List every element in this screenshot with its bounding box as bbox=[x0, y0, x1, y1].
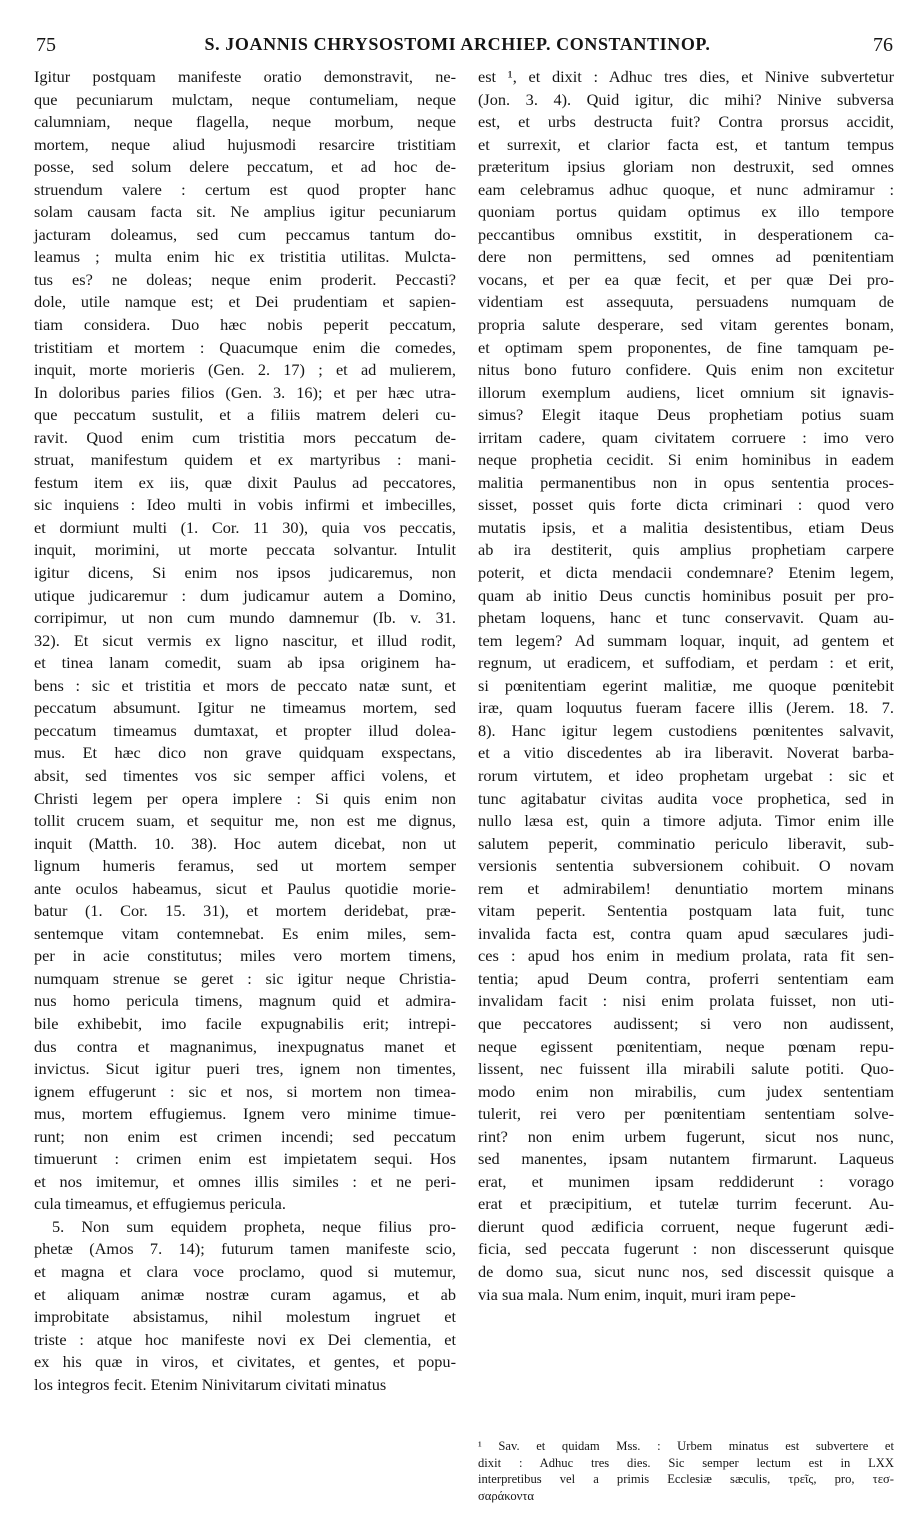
left-column-line: peccatum absumunt. Igitur ne timeamus mortem, sed bbox=[34, 698, 456, 718]
right-column-line: videntiam est assequuta, persuadens numquam de bbox=[478, 292, 894, 312]
left-column-line: ravit. Quod enim cum tristitia mors peccatum de- bbox=[34, 427, 456, 447]
footnote-line: interpretibus vel a primis Ecclesiæ sæculis, τρεῖς, pro, τεσ- bbox=[478, 1472, 894, 1486]
right-column-line: phetam loquens, hanc et tunc conservavit. Quam au- bbox=[478, 608, 894, 628]
left-column-line: tristitiam et mortem : Quacumque enim die comedes, bbox=[34, 337, 456, 357]
right-column-line: neque egissent pœnitentiam, neque pœnam repu- bbox=[478, 1036, 894, 1056]
left-column-line: sic inquiens : Ideo multi in vobis infirmi et imbecilles, bbox=[34, 495, 456, 515]
footnote-line: ¹ Sav. et quidam Mss. : Urbem minatus est subvertere et bbox=[478, 1439, 894, 1453]
right-column-line: malitia permanentibus non in opus sententia proces- bbox=[478, 472, 894, 492]
left-column-line: festum item ex iis, quæ dixit Paulus ad peccatores, bbox=[34, 472, 456, 492]
right-column bbox=[478, 66, 894, 1304]
left-column-line: dus contra et magnanimus, inexpugnatus manet et bbox=[34, 1036, 456, 1056]
right-column-line: peccantibus omnibus exstitit, in desperationem ca- bbox=[478, 224, 894, 244]
left-column-line: corripimur, ut non cum mundo damnemur (Ib. v. 31. bbox=[34, 608, 456, 628]
left-column-line: mortem, neque aliud hujusmodi resarcire tristitiam bbox=[34, 134, 456, 154]
left-column-line: et tinea lanam comedit, suam ab ipsa originem ha- bbox=[34, 653, 456, 673]
right-column-line: tunc agitabatur civitas audita voce prophetica, sed in bbox=[478, 788, 894, 808]
right-column-line: poterit, et dicta mendacii condemnare? Etenim legem, bbox=[478, 563, 894, 583]
left-column-line: tiam considera. Duo hæc nobis peperit peccatum, bbox=[34, 315, 456, 335]
right-column-line: tentia; apud Deum contra, proferri sententiam eam bbox=[478, 968, 894, 988]
right-column-line: ces : apud hos enim in medium prolata, rata fit sen- bbox=[478, 946, 894, 966]
right-column-line: regnum, ut eradicem, et suffodiam, et perdam : et erit, bbox=[478, 653, 894, 673]
left-column-line: ex his quæ in viros, et civitates, et gentes, et popu- bbox=[34, 1352, 456, 1372]
right-column-line: dierunt quod ædificia corruent, neque fugerunt ædi- bbox=[478, 1216, 894, 1236]
right-column-line: ab ira destiterit, quis amplius prophetiam carpere bbox=[478, 540, 894, 560]
right-column-line: invalidam facit : nisi enim prolata fuisset, non uti- bbox=[478, 991, 894, 1011]
right-column-line: simus? Elegit itaque Deus prophetiam potius suam bbox=[478, 405, 894, 425]
left-column-line: mus. Et hæc dico non grave quidquam exspectans, bbox=[34, 743, 456, 763]
right-column-line: erat, et munimen ipsam reddiderunt : vorago bbox=[478, 1171, 894, 1191]
right-column-line: ficia, sed peccata fugerunt : non discesserunt quisque bbox=[478, 1239, 894, 1259]
footnote bbox=[478, 1438, 894, 1504]
left-column-line: peccatum timeamus dumtaxat, et propter illud dolea- bbox=[34, 720, 456, 740]
left-column-line: igitur dicens, Si enim nos ipsos judicaremus, non bbox=[34, 563, 456, 583]
right-column-line: præteritum ipsius gloriam non destruxit, sed omnes bbox=[478, 157, 894, 177]
right-column-line: illorum exemplum audiens, licet omnium sit ignavis- bbox=[478, 382, 894, 402]
page-number-right: 76 bbox=[873, 34, 893, 56]
page-number-left: 75 bbox=[36, 34, 56, 56]
right-column-line: modo enim non mirabilis, cum judex sententiam bbox=[478, 1081, 894, 1101]
left-column-line: 5. Non sum equidem propheta, neque filius pro- bbox=[52, 1216, 456, 1236]
left-column-line: inquit, morimini, ut morte peccata solvantur. Intulit bbox=[34, 540, 456, 560]
right-column-line: dere non permittens, sed omnes ad pœnitentiam bbox=[478, 247, 894, 267]
left-column-line: invictus. Sicut igitur pueri tres, ignem non timentes, bbox=[34, 1059, 456, 1079]
left-column-line: mus, mortem effugiemus. Ignem vero minime timue- bbox=[34, 1104, 456, 1124]
left-column-line: nus homo pericula timens, magnum quid et admira- bbox=[34, 991, 456, 1011]
right-column-line: rint? non enim urbem fugerunt, sicut nos nunc, bbox=[478, 1126, 894, 1146]
right-column-line: irritam cadere, quam civitatem corruere : imo vero bbox=[478, 427, 894, 447]
right-column-line: iræ, quam loquutus fueram facere illis (Jerem. 18. 7. bbox=[478, 698, 894, 718]
right-column-line: quam ab initio Deus cunctis hominibus posuit per pro- bbox=[478, 585, 894, 605]
right-column-line: salutem peperit, comminatio periculo liberavit, sub- bbox=[478, 833, 894, 853]
right-column-line: de domo sua, sicut nunc nos, sed discessit quisque a bbox=[478, 1261, 894, 1281]
page-header bbox=[0, 34, 915, 60]
left-column-line: Christi legem per opera implere : Si quis enim non bbox=[34, 788, 456, 808]
right-column-line: (Jon. 3. 4). Quid igitur, dic mihi? Ninive subversa bbox=[478, 89, 894, 109]
right-column-line: mutatis ipsis, et a malitia desistentibus, etiam Deus bbox=[478, 517, 894, 537]
right-column-line: nitus bono futuro confidere. Quis enim non excitetur bbox=[478, 360, 894, 380]
left-column-line: et magna et clara voce proclamo, quod si mutemur, bbox=[34, 1261, 456, 1281]
right-column-line: est, et urbs destructa fuit? Contra prorsus accidit, bbox=[478, 112, 894, 132]
left-column-line: utique judicaremur : dum judicamur autem a Domino, bbox=[34, 585, 456, 605]
right-column-line: lissent, nec fuissent illa mirabili salute potiti. Quo- bbox=[478, 1059, 894, 1079]
right-column-line: et surrexit, et clarior facta est, et tantum tempus bbox=[478, 134, 894, 154]
left-column-line: ante oculos habeamus, sicut et Paulus quotidie morie- bbox=[34, 878, 456, 898]
right-column-line: neque prophetia cecidit. Si enim hominibus in eadem bbox=[478, 450, 894, 470]
left-column-line: per in acie constitutus; miles vero mortem timens, bbox=[34, 946, 456, 966]
left-column-line: solam causam facta sit. Ne amplius igitur pecuniarum bbox=[34, 202, 456, 222]
right-column-line: invalida facta est, contra quam apud sæculares judi- bbox=[478, 923, 894, 943]
footnote-line: σαράκοντα bbox=[478, 1488, 534, 1503]
left-column-line: los integros fecit. Etenim Ninivitarum civitati minatus bbox=[34, 1374, 387, 1394]
left-column-line: lignum humeris feramus, sed ut mortem semper bbox=[34, 856, 456, 876]
footnote-line: dixit : Adhuc tres dies. Sic semper lectum est in LXX bbox=[478, 1455, 894, 1470]
right-column-line: quoniam portus quidam optimus ex illo tempore bbox=[478, 202, 894, 222]
running-title: S. JOANNIS CHRYSOSTOMI ARCHIEP. CONSTANTINOP. bbox=[204, 34, 711, 54]
right-column-line: nullo læsa est, quin a timore adjuta. Timor enim ille bbox=[478, 811, 894, 831]
left-column-line: que pecuniarum mulctam, neque contumeliam, neque bbox=[34, 89, 456, 109]
right-column-line: tulerit, rei vero per pœnitentiam sententiam solve- bbox=[478, 1104, 894, 1124]
left-column bbox=[34, 66, 456, 1506]
right-column-line: tem legem? Ad summam loquar, inquit, ad gentem et bbox=[478, 630, 894, 650]
right-column-line: si pœnitentiam egerint malitiæ, me quoque pœnitebit bbox=[478, 675, 894, 695]
left-column-line: triste : atque hoc manifeste novi ex Dei clementia, et bbox=[34, 1329, 456, 1349]
left-column-line: absit, sed timentes vos sic semper affici volens, et bbox=[34, 765, 456, 785]
left-column-line: timuerunt : crimen enim est impietatem sequi. Hos bbox=[34, 1149, 456, 1169]
right-column-line: que peccatores audissent; si vero non audissent, bbox=[478, 1013, 894, 1033]
left-column-line: 32). Et sicut vermis ex ligno nascitur, et illud rodit, bbox=[34, 630, 456, 650]
right-column-line: rorum virtutem, et ideo prophetam urgebat : sic et bbox=[478, 765, 894, 785]
left-column-line: cula timeamus, et effugiemus pericula. bbox=[34, 1194, 286, 1214]
left-column-line: et aliquam animæ nostræ curam agamus, et ab bbox=[34, 1284, 456, 1304]
left-column-line: struendum valere : certum est quod propter hanc bbox=[34, 179, 456, 199]
left-column-line: jacturam doleamus, sed cum peccamus tantum do- bbox=[34, 224, 456, 244]
left-column-line: et nos imitemur, et omnes illis similes : et ne peri- bbox=[34, 1171, 456, 1191]
left-column-line: sentemque vitam contemnebat. Es enim miles, sem- bbox=[34, 923, 456, 943]
left-column-line: phetæ (Amos 7. 14); futurum tamen manifeste scio, bbox=[34, 1239, 456, 1259]
right-column-line: via sua mala. Num enim, inquit, muri iram pepe- bbox=[478, 1284, 796, 1304]
left-column-line: et dormiunt multi (1. Cor. 11 30), quia vos peccatis, bbox=[34, 517, 456, 537]
right-column-line: sisset, posset quis forte dicta criminari : quod vero bbox=[478, 495, 894, 515]
right-column-line: vocans, et per ea quæ fecit, et per quæ Dei pro- bbox=[478, 269, 894, 289]
left-column-line: improbitate absistamus, nihil molestum ingruet et bbox=[34, 1307, 456, 1327]
left-column-line: que peccatum sustulit, et a filiis matrem deleri cu- bbox=[34, 405, 456, 425]
left-column-line: inquit, morte morieris (Gen. 2. 17) ; et ad mulierem, bbox=[34, 360, 456, 380]
left-column-line: Igitur postquam manifeste oratio demonstravit, ne- bbox=[34, 67, 456, 86]
right-column-line: eam celebramus adhuc quoque, et nunc admiramur : bbox=[478, 179, 894, 199]
left-column-line: In doloribus paries filios (Gen. 3. 16); et per hæc utra- bbox=[34, 382, 456, 402]
left-column-line: bens : sic et tristitia et mors de peccato natæ sunt, et bbox=[34, 675, 456, 695]
left-column-line: tus es? ne doleas; neque enim proderit. Peccasti? bbox=[34, 269, 456, 289]
right-column-line: et optimam spem proponentes, de fine tamquam pe- bbox=[478, 337, 894, 357]
left-column-line: posse, sed solum delere peccatum, et ad hoc de- bbox=[34, 157, 456, 177]
right-column-line: rem et admirabilem! denuntiatio mortem minans bbox=[478, 878, 894, 898]
left-column-line: runt; non enim est crimen incendi; sed peccatum bbox=[34, 1126, 456, 1146]
right-column-line: propria salute desperare, sed vitam gerentes bonam, bbox=[478, 315, 894, 335]
left-column-line: calumniam, neque flagella, neque morbum, neque bbox=[34, 112, 456, 132]
right-column-line: sed manentes, ipsam nutantem firmarunt. Laqueus bbox=[478, 1149, 894, 1169]
right-column-line: vitam peperit. Sententia postquam lata fuit, tunc bbox=[478, 901, 894, 921]
left-column-line: bile exhibebit, imo facile expugnabilis erit; intrepi- bbox=[34, 1013, 456, 1033]
left-column-line: batur (1. Cor. 15. 31), et mortem deridebat, præ- bbox=[34, 901, 456, 921]
left-column-line: tollit crucem suam, et sequitur me, non est me dignus, bbox=[34, 811, 456, 831]
right-column-line: est ¹, et dixit : Adhuc tres dies, et Ninive subvertetur bbox=[478, 67, 894, 86]
left-column-line: leamus ; multa enim hic ex tristitia utilitas. Mulcta- bbox=[34, 247, 456, 267]
right-column-line: versionis sententia subversionem cohibuit. O novam bbox=[478, 856, 894, 876]
right-column-line: 8). Hanc igitur legem custodiens pœnitentes salvavit, bbox=[478, 720, 894, 740]
left-column-line: struat, manifestum quidem et ex martyribus : mani- bbox=[34, 450, 456, 470]
left-column-line: ignem effugerunt : sic et nos, si mortem non timea- bbox=[34, 1081, 456, 1101]
left-column-line: inquit (Matth. 10. 38). Hoc autem dicebat, non ut bbox=[34, 833, 456, 853]
right-column-line: erat et præcipitium, et tutelæ turrim fecerunt. Au- bbox=[478, 1194, 894, 1214]
right-column-line: et a vitio discedentes ab ira liberavit. Noverat barba- bbox=[478, 743, 894, 763]
left-column-line: dole, utile namque est; et Dei prudentiam et sapien- bbox=[34, 292, 456, 312]
left-column-line: numquam strenue se geret : sic igitur neque Christia- bbox=[34, 968, 456, 988]
